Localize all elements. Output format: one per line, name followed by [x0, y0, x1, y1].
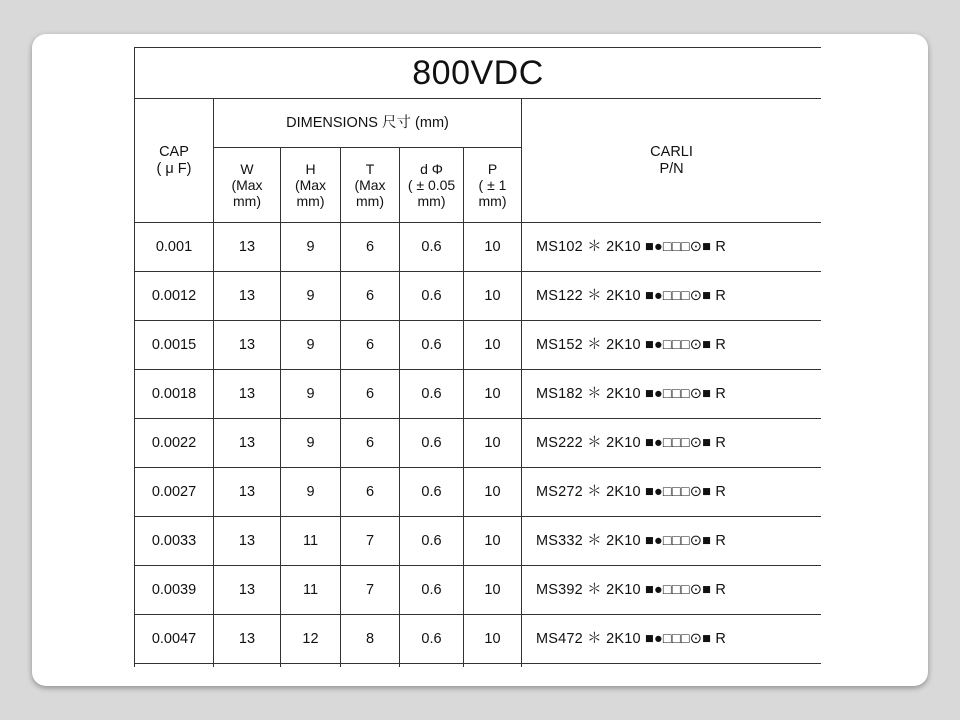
- h-header-unit: mm): [296, 193, 325, 209]
- t-cell: 6: [341, 468, 400, 517]
- p-header-label: P: [487, 161, 498, 177]
- h-cell: 9: [281, 419, 341, 468]
- d-header-label: d Φ: [420, 161, 443, 177]
- t-cell: 8: [341, 615, 400, 664]
- w-header-unit: mm): [233, 193, 261, 209]
- p-cell: 10: [464, 370, 522, 419]
- h-cell: 11: [281, 566, 341, 615]
- h-cell: 9: [281, 321, 341, 370]
- table-row: [135, 223, 822, 272]
- w-cell: 13: [214, 566, 281, 615]
- d-cell: 0.6: [400, 223, 464, 272]
- table-row: [135, 517, 822, 566]
- h-cell: 11: [281, 517, 341, 566]
- part-number-cell: MS182 ＊ 2K10 ■●□□□⊙■ R: [522, 370, 822, 419]
- w-cell: 13: [214, 272, 281, 321]
- cap-cell: 0.0033: [135, 517, 214, 566]
- part-number-cell: MS222 ＊ 2K10 ■●□□□⊙■ R: [522, 419, 822, 468]
- table-row-cut-off: [135, 664, 822, 668]
- h-header-max: (Max: [294, 177, 327, 193]
- d-cell: 0.6: [400, 517, 464, 566]
- h-header-label: H: [305, 161, 316, 177]
- table-row: [135, 566, 822, 615]
- w-header-max: (Max: [231, 177, 263, 193]
- p-cell: 10: [464, 419, 522, 468]
- t-cell: 6: [341, 370, 400, 419]
- table-row: [135, 615, 822, 664]
- d-cell: 0.6: [400, 272, 464, 321]
- w-cell: 13: [214, 419, 281, 468]
- d-cell: 0.6: [400, 370, 464, 419]
- t-cell: 6: [341, 419, 400, 468]
- p-header-unit: mm): [478, 193, 507, 209]
- cap-cell: 0.0047: [135, 615, 214, 664]
- spec-table: [134, 47, 821, 667]
- w-header: [214, 148, 281, 223]
- w-cell: 13: [214, 517, 281, 566]
- cap-header: [135, 99, 214, 223]
- d-cell: 0.6: [400, 468, 464, 517]
- d-header: [400, 148, 464, 223]
- t-header: [341, 148, 400, 223]
- w-cell: 13: [214, 223, 281, 272]
- slide-card: [32, 34, 928, 686]
- table-row: [135, 272, 822, 321]
- carli-header-label: CARLI: [650, 143, 693, 160]
- w-header-label: W: [240, 161, 254, 177]
- cap-cell: 0.0022: [135, 419, 214, 468]
- p-cell: 10: [464, 566, 522, 615]
- p-cell: 10: [464, 272, 522, 321]
- carli-header-pn: P/N: [659, 160, 684, 177]
- t-cell: 6: [341, 223, 400, 272]
- t-header-unit: mm): [356, 193, 384, 209]
- part-number-cell: MS472 ＊ 2K10 ■●□□□⊙■ R: [522, 615, 822, 664]
- table-row: [135, 370, 822, 419]
- t-cell: 7: [341, 517, 400, 566]
- cap-cell: 0.0027: [135, 468, 214, 517]
- w-cell: 13: [214, 321, 281, 370]
- part-number-cell: MS102 ＊ 2K10 ■●□□□⊙■ R: [522, 223, 822, 272]
- w-cell: 13: [214, 615, 281, 664]
- t-cell: 7: [341, 566, 400, 615]
- t-cell: 6: [341, 321, 400, 370]
- table-row: [135, 321, 822, 370]
- d-cell: 0.6: [400, 615, 464, 664]
- h-cell: 12: [281, 615, 341, 664]
- t-header-max: (Max: [354, 177, 386, 193]
- p-cell: 10: [464, 321, 522, 370]
- part-number-cell: MS122 ＊ 2K10 ■●□□□⊙■ R: [522, 272, 822, 321]
- t-cell: 6: [341, 272, 400, 321]
- spec-sheet: [134, 47, 821, 667]
- h-header: [281, 148, 341, 223]
- dimensions-header: DIMENSIONS 尺寸 (mm): [214, 99, 522, 148]
- cap-cell: 0.0015: [135, 321, 214, 370]
- h-cell: 9: [281, 370, 341, 419]
- part-number-cell: MS392 ＊ 2K10 ■●□□□⊙■ R: [522, 566, 822, 615]
- cap-cell: 0.001: [135, 223, 214, 272]
- p-header: [464, 148, 522, 223]
- table-row: [135, 419, 822, 468]
- w-cell: 13: [214, 370, 281, 419]
- t-header-label: T: [365, 161, 375, 177]
- carli-header: [522, 99, 822, 223]
- cap-cell: 0.0039: [135, 566, 214, 615]
- p-cell: 10: [464, 517, 522, 566]
- p-header-tol: ( ± 1: [478, 177, 507, 193]
- part-number-cell: MS272 ＊ 2K10 ■●□□□⊙■ R: [522, 468, 822, 517]
- p-cell: 10: [464, 615, 522, 664]
- table-row: [135, 468, 822, 517]
- table-title: 800VDC: [135, 48, 822, 99]
- d-cell: 0.6: [400, 419, 464, 468]
- cap-cell: 0.0018: [135, 370, 214, 419]
- w-cell: 13: [214, 468, 281, 517]
- cap-header-label: CAP: [159, 143, 189, 160]
- p-cell: 10: [464, 223, 522, 272]
- part-number-cell: MS152 ＊ 2K10 ■●□□□⊙■ R: [522, 321, 822, 370]
- part-number-cell: MS332 ＊ 2K10 ■●□□□⊙■ R: [522, 517, 822, 566]
- h-cell: 9: [281, 272, 341, 321]
- d-cell: 0.6: [400, 566, 464, 615]
- cap-header-unit: ( μ F): [156, 160, 192, 177]
- h-cell: 9: [281, 223, 341, 272]
- d-cell: 0.6: [400, 321, 464, 370]
- p-cell: 10: [464, 468, 522, 517]
- cap-cell: 0.0012: [135, 272, 214, 321]
- h-cell: 9: [281, 468, 341, 517]
- d-header-tol: ( ± 0.05: [407, 177, 456, 193]
- d-header-unit: mm): [417, 193, 446, 209]
